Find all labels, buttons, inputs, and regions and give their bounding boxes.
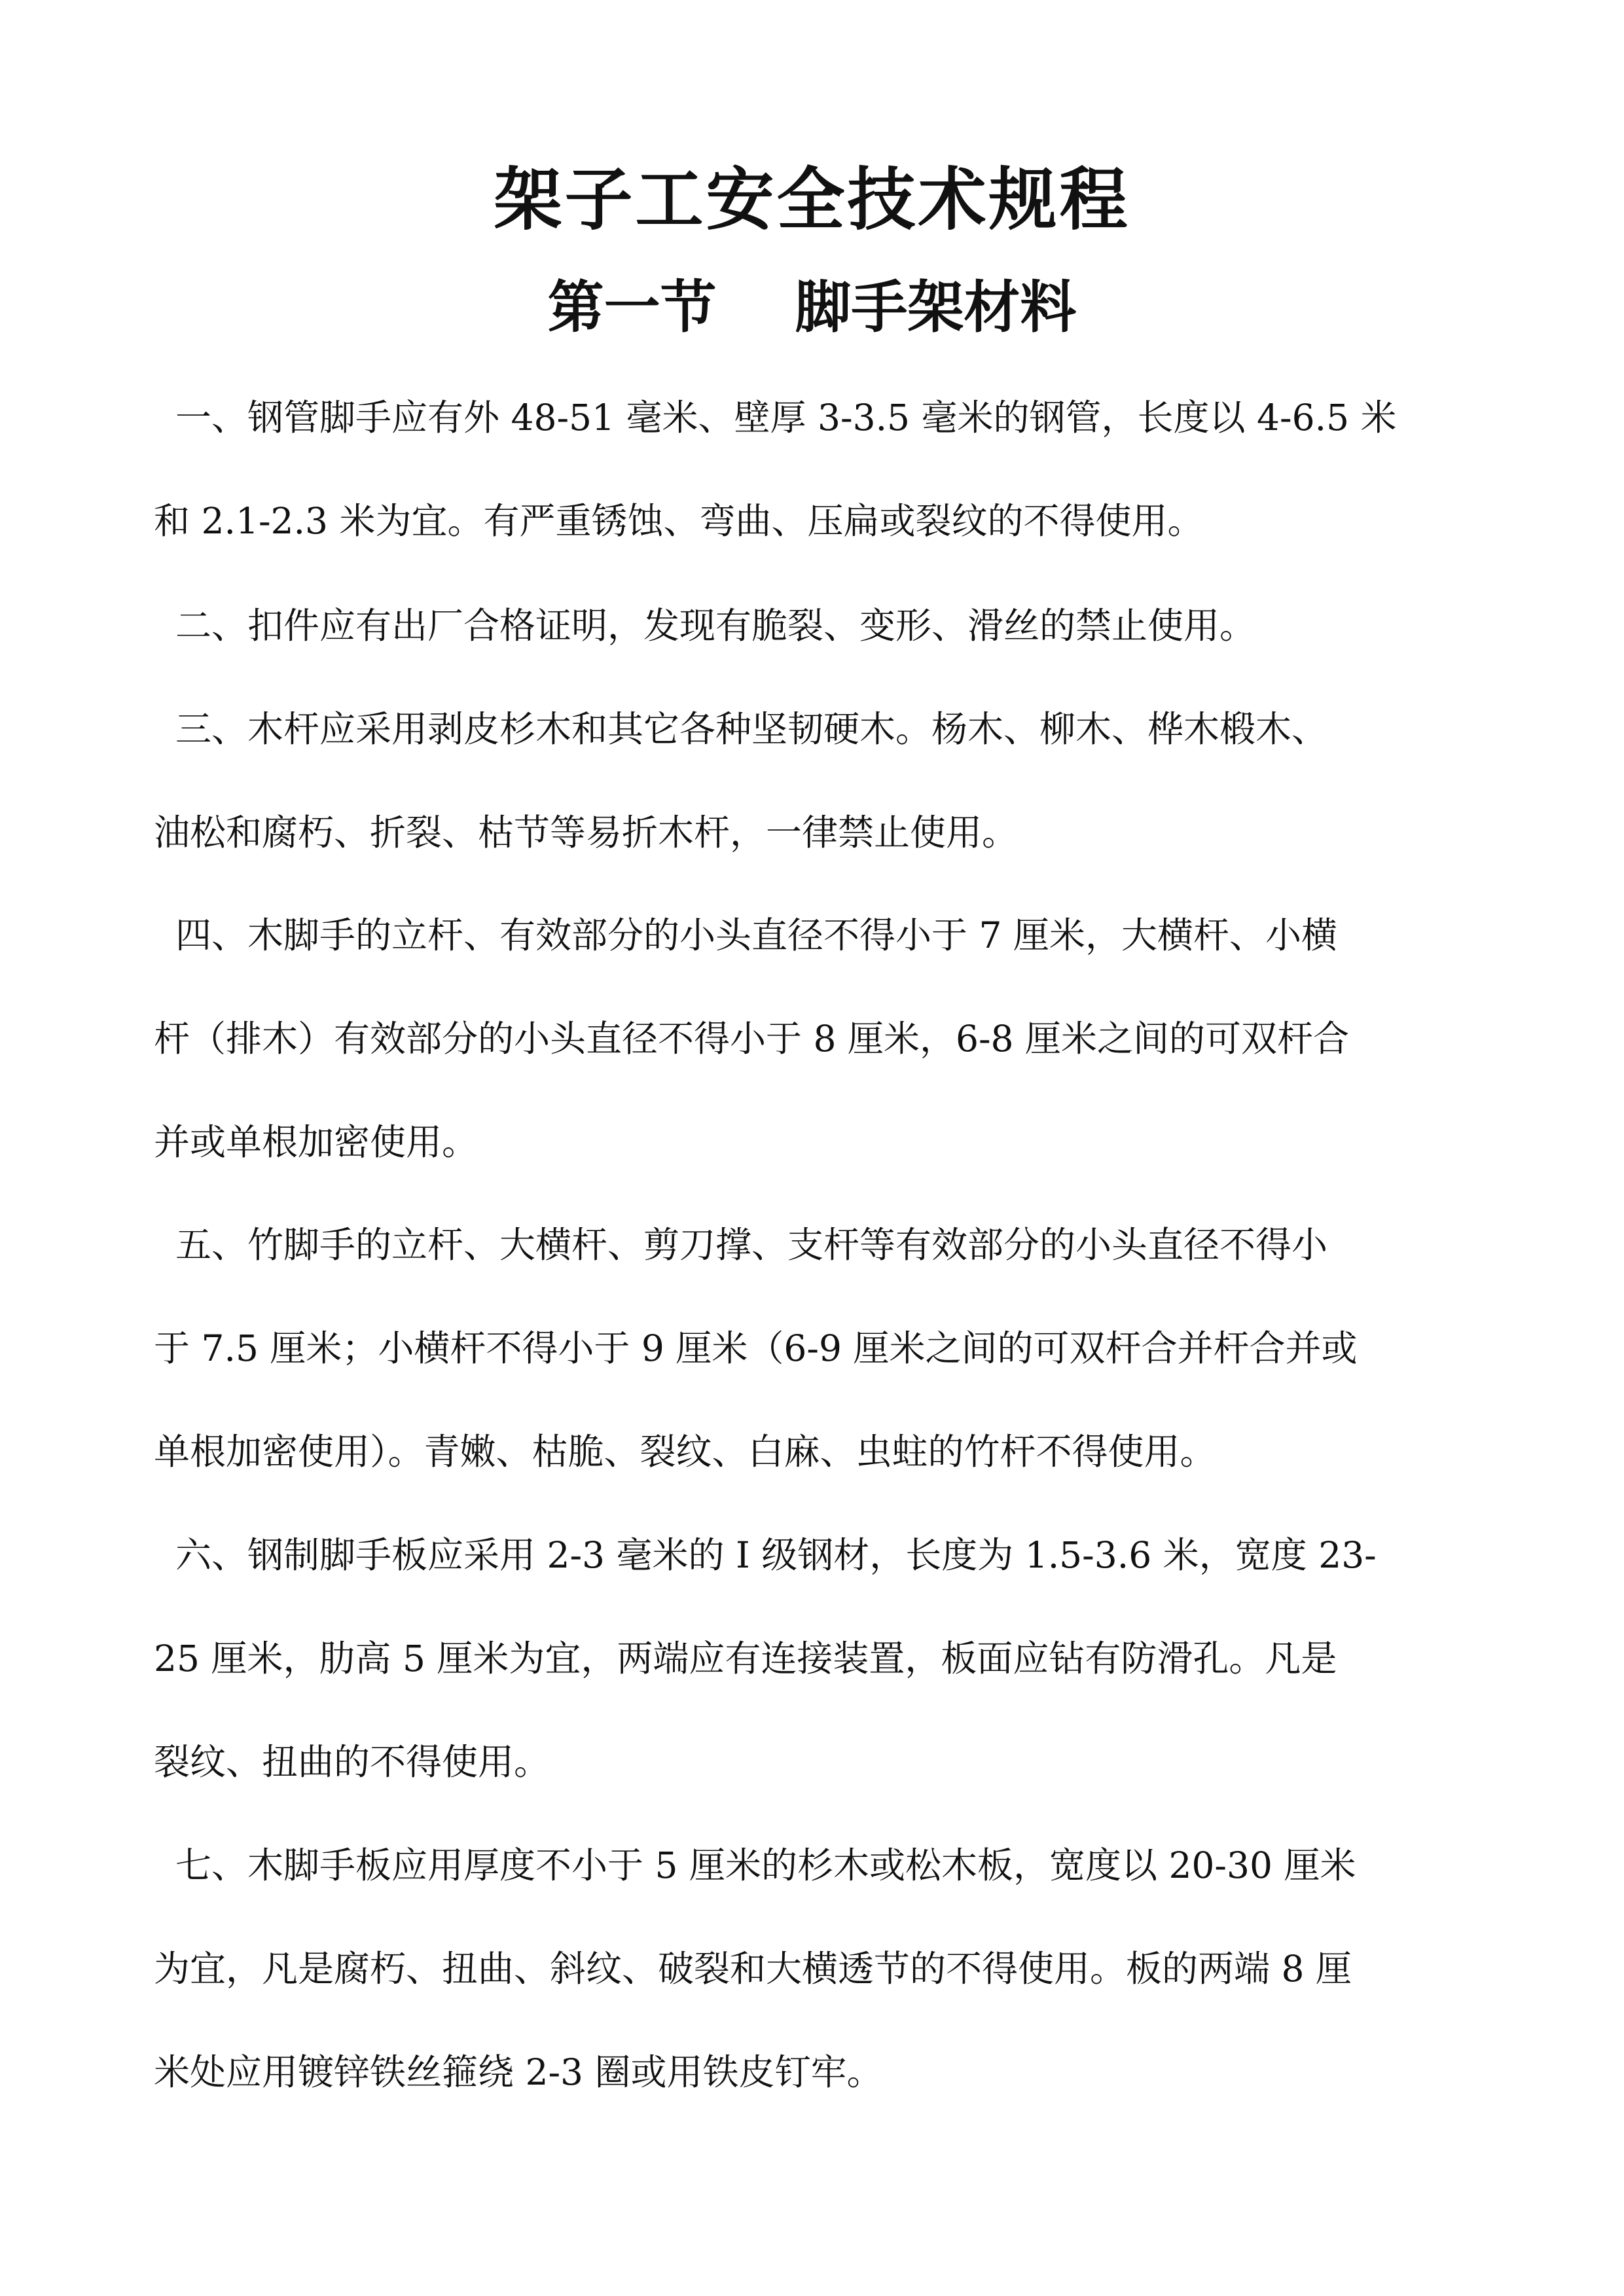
- document-title: 架子工安全技术规程: [494, 160, 1130, 240]
- text-line: 五、竹脚手的立杆、大横杆、剪刀撑、支杆等有效部分的小头直径不得小: [175, 1224, 1328, 1266]
- section-heading: 第一节 脚手架材料: [547, 274, 1077, 340]
- text-line: 油松和腐朽、折裂、枯节等易折木杆，一律禁止使用。: [154, 812, 1019, 853]
- text-line: 米处应用镀锌铁丝箍绕 2-3 圈或用铁皮钉牢。: [154, 2051, 883, 2093]
- text-line: 杆（排木）有效部分的小头直径不得小于 8 厘米，6-8 厘米之间的可双杆合: [154, 1018, 1350, 1060]
- text-line: 七、木脚手板应用厚度不小于 5 厘米的杉木或松木板，宽度以 20-30 厘米: [175, 1844, 1356, 1886]
- text-line: 25 厘米，肋高 5 厘米为宜，两端应有连接装置，板面应钻有防滑孔。凡是: [154, 1638, 1337, 1679]
- text-line: 裂纹、扭曲的不得使用。: [154, 1741, 550, 1783]
- text-line: 和 2.1-2.3 米为宜。有严重锈蚀、弯曲、压扁或裂纹的不得使用。: [154, 500, 1204, 542]
- text-line: 六、钢制脚手板应采用 2-3 毫米的 I 级钢材，长度为 1.5-3.6 米，宽度 23-: [175, 1534, 1377, 1576]
- text-line: 三、木杆应采用剥皮杉木和其它各种坚韧硬木。杨木、柳木、桦木椴木、: [175, 708, 1328, 750]
- text-line: 单根加密使用）。青嫩、枯脆、裂纹、白麻、虫蛀的竹杆不得使用。: [154, 1431, 1216, 1473]
- text-line: 一、钢管脚手应有外 48-51 毫米、壁厚 3-3.5 毫米的钢管，长度以 4-6.5 米: [175, 397, 1397, 439]
- text-line: 二、扣件应有出厂合格证明，发现有脆裂、变形、滑丝的禁止使用。: [175, 605, 1256, 647]
- text-line: 四、木脚手的立杆、有效部分的小头直径不得小于 7 厘米，大横杆、小横: [175, 914, 1337, 956]
- text-line: 于 7.5 厘米；小横杆不得小于 9 厘米（6-9 厘米之间的可双杆合并杆合并或: [154, 1327, 1358, 1369]
- text-line: 为宜，凡是腐朽、扭曲、斜纹、破裂和大横透节的不得使用。板的两端 8 厘: [154, 1948, 1352, 1990]
- text-line: 并或单根加密使用。: [154, 1121, 478, 1163]
